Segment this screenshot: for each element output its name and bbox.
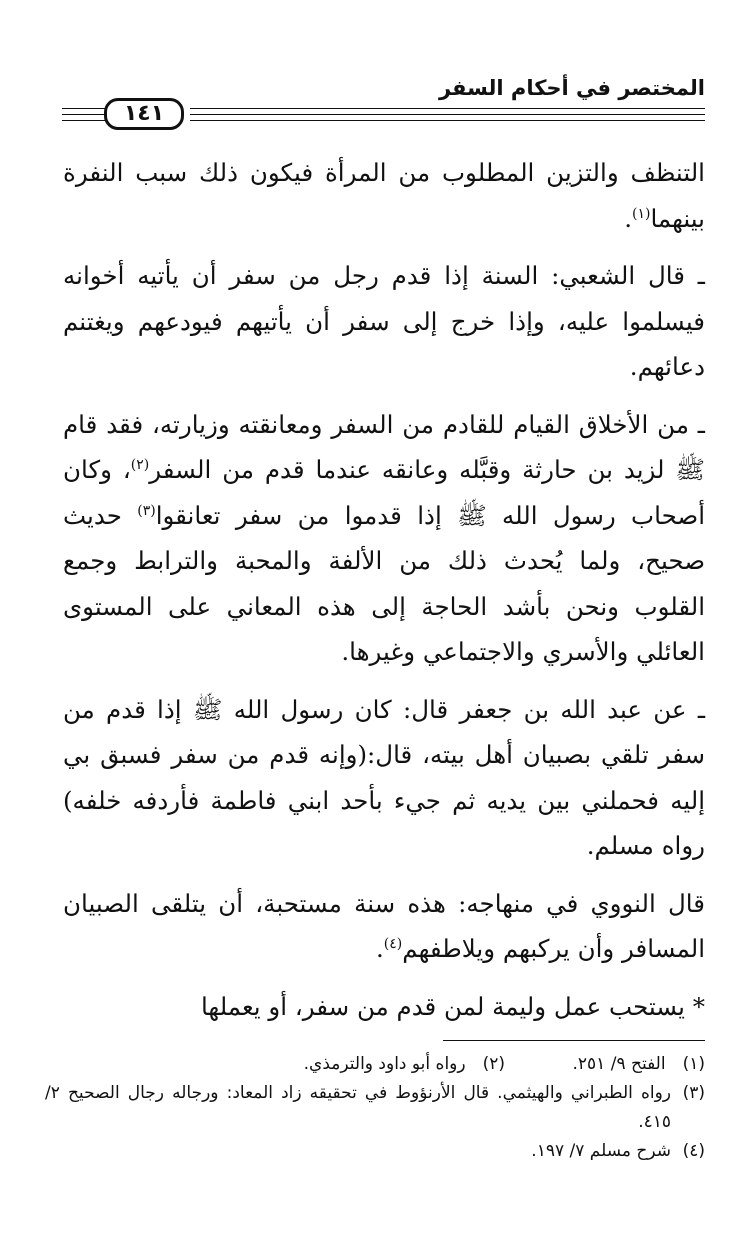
paragraph-text: * يستحب عمل وليمة لمن قدم من سفر، أو يعملها bbox=[200, 991, 705, 1021]
header-rule-left bbox=[62, 120, 106, 121]
footnotes bbox=[45, 1050, 705, 1166]
footnote-reference: (٤) bbox=[383, 935, 403, 952]
footnote-row bbox=[45, 1050, 705, 1079]
paragraph-text: ـ عن عبد الله بن جعفر قال: كان رسول الله ﷺ إذا قدم من سفر تلقي بصبيان أهل بيته، قال:(وإنه قدم من سفر فسبق بي إليه فحملني بين يديه ثم جيء بأحد ابني فاطمة فأردفه خلفه) رواه مسلم. bbox=[63, 694, 705, 860]
paragraph-tail: . bbox=[376, 934, 384, 963]
footnote bbox=[304, 1050, 505, 1079]
paragraph bbox=[63, 687, 705, 869]
header-rule bbox=[190, 114, 705, 115]
header-rule bbox=[190, 120, 705, 121]
footnote-text: رواه الطبراني والهيثمي. قال الأرنؤوط في تحقيقه زاد المعاد: ورجاله رجال الصحيح ٢/ ٤١٥. bbox=[45, 1083, 671, 1132]
paragraph bbox=[63, 253, 705, 390]
header-rule bbox=[190, 108, 705, 109]
footnote-number: (١) bbox=[682, 1054, 705, 1074]
footnote-text: رواه أبو داود والترمذي. bbox=[303, 1054, 466, 1074]
paragraph-text: ، وكان أصحاب رسول الله ﷺ إذا قدموا من سفر تعانقوا bbox=[63, 455, 705, 530]
footnote-reference: (٢) bbox=[130, 456, 150, 473]
paragraph bbox=[63, 402, 705, 675]
paragraph-text: حديث صحيح، ولما يُحدث ذلك من الألفة والمحبة والترابط وجمع القلوب ونحن بأشد الحاجة إلى هذه المعاني على المستوى العائلي والأسري والاجتماعي وغيرها. bbox=[63, 500, 705, 666]
header-rule-left bbox=[62, 108, 106, 109]
footnote-number: (٤) bbox=[682, 1141, 705, 1161]
footnote-number: (٣) bbox=[682, 1083, 705, 1103]
paragraph bbox=[63, 984, 705, 1030]
footnote-reference: (١) bbox=[632, 205, 651, 222]
paragraph-text: ـ من الأخلاق القيام للقادم من السفر ومعانقته وزيارته، فقد قام ﷺ لزيد بن حارثة وقبَّله وعانقه عندما قدم من السفر bbox=[63, 409, 706, 484]
running-title: المختصر في أحكام السفر bbox=[438, 76, 705, 100]
main-text bbox=[63, 150, 705, 1029]
footnote-separator bbox=[443, 1040, 705, 1041]
header-rule-left bbox=[62, 114, 106, 115]
paragraph-text: قال النووي في منهاجه: هذه سنة مستحبة، أن يتلقى الصبيان المسافر وأن يركبهم ويلاطفهم bbox=[63, 888, 705, 963]
paragraph-text: ـ قال الشعبي: السنة إذا قدم رجل من سفر أن يأتيه أخوانه فيسلموا عليه، وإذا خرج إلى سفر أن يأتيهم فيودعهم ويغتنم دعائهم. bbox=[63, 261, 705, 381]
page-number: ١٤١ bbox=[104, 98, 184, 130]
footnote bbox=[45, 1079, 705, 1137]
paragraph bbox=[63, 150, 705, 241]
paragraph-tail: . bbox=[624, 203, 632, 233]
paragraph bbox=[63, 881, 705, 972]
footnote-text: شرح مسلم ٧/ ١٩٧. bbox=[531, 1141, 671, 1161]
footnote bbox=[505, 1050, 705, 1079]
footnote-reference: (٣) bbox=[137, 502, 156, 519]
footnote-number: (٢) bbox=[482, 1054, 505, 1074]
paragraph-text: التنظف والتزين المطلوب من المرأة فيكون ذلك سبب النفرة بينهما bbox=[63, 158, 705, 233]
footnote bbox=[45, 1137, 705, 1166]
footnote-text: الفتح ٩/ ٢٥١. bbox=[572, 1054, 666, 1074]
